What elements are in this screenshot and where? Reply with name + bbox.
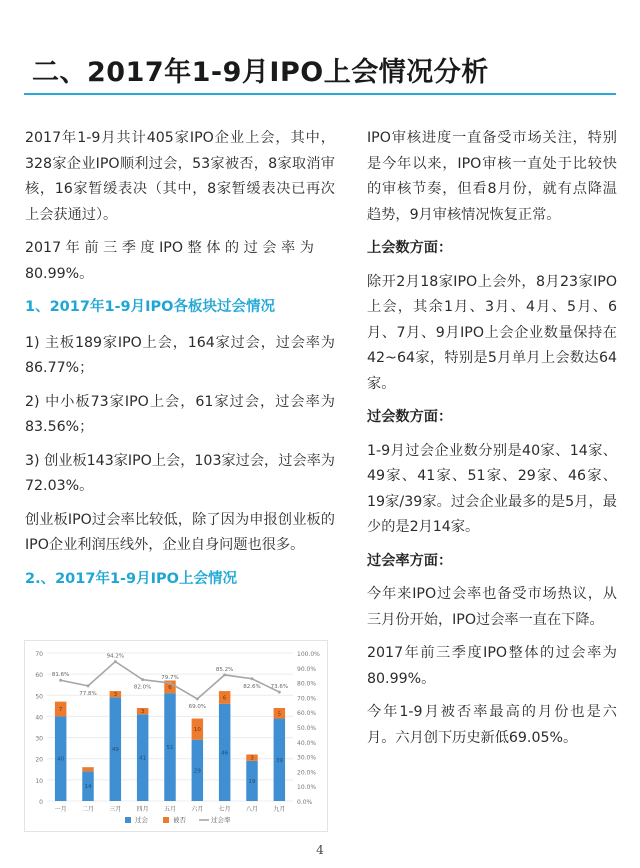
approval-rate-label: 69.0% bbox=[188, 703, 207, 710]
bar-approved-label: 39 bbox=[275, 757, 283, 764]
left-tick-label: 40 bbox=[35, 714, 43, 722]
x-tick-label: 八月 bbox=[245, 806, 259, 813]
title-divider bbox=[24, 93, 616, 95]
x-tick-label: 二月 bbox=[81, 806, 95, 813]
approval-rate-label: 94.2% bbox=[106, 653, 125, 660]
rejection-paragraph: 今年1-9月被否率最高的月份也是六月。六月创下历史新低69.05%。 bbox=[367, 704, 617, 746]
right-tick-label: 30.0% bbox=[297, 754, 317, 762]
x-tick-label: 六月 bbox=[191, 806, 204, 813]
approval-rate-label: 82.6% bbox=[243, 683, 261, 690]
legend-swatch bbox=[163, 817, 169, 823]
heading-approvals: 过会数方面： bbox=[367, 409, 453, 425]
bar-rejected-label: 10 bbox=[193, 727, 201, 734]
bar-approved-label: 51 bbox=[166, 745, 174, 752]
legend-swatch bbox=[125, 817, 131, 823]
left-tick-label: 20 bbox=[35, 756, 43, 764]
page-number: 4 bbox=[316, 843, 324, 857]
x-tick-label: 四月 bbox=[136, 806, 149, 813]
right-tick-label: 0.0% bbox=[297, 799, 313, 806]
page-title: 二、2017年1-9月IPO上会情况分析 bbox=[32, 57, 489, 88]
bar-approved-label: 29 bbox=[193, 768, 201, 775]
bar-approved-label: 46 bbox=[221, 750, 229, 757]
left-tick-label: 50 bbox=[35, 693, 43, 701]
right-tick-label: 60.0% bbox=[297, 710, 317, 718]
gem-analysis-paragraph: 创业板IPO过会率比较低，除了因为申报创业板的IPO企业利润压线外，企业自身问题也很多。 bbox=[25, 511, 335, 553]
approval-rate-label: 79.7% bbox=[161, 675, 179, 682]
approval-rate-point bbox=[141, 678, 144, 681]
right-tick-label: 10.0% bbox=[297, 784, 317, 792]
left-tick-label: 0 bbox=[39, 799, 43, 806]
review-progress-paragraph: IPO审核进度一直备受市场关注，特别是今年以来，IPO审核一直处于比较快的审核节奏，但看8月份，就有点降温趋势，9月审核情况恢复正常。 bbox=[367, 130, 617, 223]
legend-label: 被否 bbox=[173, 816, 186, 824]
bar-rejected-label: 6 bbox=[222, 695, 227, 702]
right-tick-label: 70.0% bbox=[297, 695, 317, 703]
bar-approved-label: 14 bbox=[84, 784, 92, 791]
bar-rejected-label: 5 bbox=[277, 711, 282, 718]
bar-rejected-label: 3 bbox=[250, 755, 254, 762]
intro-paragraph: 2017年1-9月共计405家IPO企业上会，其中，328家企业IPO顺利过会，53家被否，8家取消审核，16家暂缓表决（其中，8家暂缓表决已再次上会获通过）。 bbox=[25, 130, 335, 223]
meetings-paragraph: 除开2月18家IPO上会外，8月23家IPO上会，其余1月、3月、4月、5月、6月、7月、9月IPO上会企业数量保持在42~64家，特别是5月单月上会数达64家。 bbox=[367, 273, 617, 392]
chart-svg bbox=[25, 641, 327, 831]
left-tick-label: 30 bbox=[35, 735, 43, 743]
list-item-sme-board: 2) 中小板73家IPO上会，61家过会，过会率为83.56%； bbox=[25, 393, 335, 435]
bar-rejected-label: 3 bbox=[140, 709, 145, 716]
section-heading-board: 1、2017年1-9月IPO各板块过会情况 bbox=[25, 299, 275, 315]
right-tick-label: 20.0% bbox=[297, 769, 317, 777]
legend-label: 过会 bbox=[135, 816, 148, 824]
right-tick-label: 80.0% bbox=[297, 680, 317, 688]
left-column bbox=[25, 126, 335, 602]
left-tick-label: 60 bbox=[35, 672, 43, 680]
approval-rate-paragraph: 今年来IPO过会率也备受市场热议，从三月份开始，IPO过会率一直在下降。 bbox=[367, 586, 617, 628]
heading-meetings: 上会数方面： bbox=[367, 240, 453, 256]
approval-rate-point bbox=[59, 679, 62, 682]
bar-approved-label: 19 bbox=[248, 778, 256, 785]
approval-rate-point bbox=[87, 684, 90, 687]
bar-rejected bbox=[82, 767, 93, 771]
approval-rate-label: 73.6% bbox=[270, 684, 289, 691]
bar-rejected-label: 6 bbox=[168, 684, 172, 691]
approval-rate-label: 77.8% bbox=[79, 690, 97, 697]
list-item-gem-board: 3) 创业板143家IPO上会，103家过会，过会率为72.03%。 bbox=[25, 452, 335, 494]
x-tick-label: 九月 bbox=[273, 806, 286, 813]
approval-rate-label: 85.2% bbox=[215, 666, 234, 673]
approval-rate-label: 81.6% bbox=[51, 672, 70, 679]
x-tick-label: 三月 bbox=[109, 806, 122, 813]
heading-approval-rate: 过会率方面： bbox=[367, 552, 453, 569]
list-item-main-board: 1) 主板189家IPO上会，164家过会，过会率为86.77%； bbox=[25, 334, 335, 376]
section-heading-monthly: 2.、2017年1-9月IPO上会情况 bbox=[25, 570, 237, 587]
left-tick-label: 10 bbox=[35, 777, 43, 785]
bar-approved-label: 40 bbox=[57, 756, 65, 763]
x-tick-label: 一月 bbox=[54, 806, 67, 813]
right-tick-label: 90.0% bbox=[297, 665, 317, 673]
legend-label: 过会率 bbox=[211, 816, 231, 824]
approvals-paragraph: 1-9月过会企业数分别是40家、14家、49家、41家、51家、29家、46家、19家/39家。过会企业最多的是5月，最少的是2月14家。 bbox=[367, 442, 617, 535]
right-tick-label: 40.0% bbox=[297, 739, 317, 747]
bar-approved-label: 41 bbox=[139, 755, 147, 762]
overall-rate-paragraph: 2017 年 前 三 季 度 IPO 整 体 的 过 会 率 为 80.99%。 bbox=[25, 240, 314, 282]
approval-rate-point bbox=[278, 691, 281, 694]
x-tick-label: 七月 bbox=[218, 806, 231, 813]
left-tick-label: 70 bbox=[35, 651, 43, 658]
bar-approved-label: 49 bbox=[111, 747, 119, 754]
approval-rate-point bbox=[251, 677, 254, 680]
right-column bbox=[367, 126, 617, 759]
approval-rate-point bbox=[223, 673, 226, 676]
right-tick-label: 50.0% bbox=[297, 725, 317, 732]
overall-rate-paragraph-right: 2017年前三季度IPO整体的过会率为80.99%。 bbox=[367, 645, 617, 687]
x-tick-label: 五月 bbox=[163, 806, 177, 813]
ipo-monthly-chart bbox=[24, 640, 328, 832]
bar-rejected-label: 3 bbox=[113, 692, 118, 699]
approval-rate-point bbox=[196, 697, 199, 700]
approval-rate-label: 82.0% bbox=[133, 684, 152, 691]
approval-rate-point bbox=[169, 682, 172, 685]
right-tick-label: 100.0% bbox=[297, 651, 320, 658]
approval-rate-point bbox=[114, 660, 117, 663]
bar-rejected-label: 7 bbox=[58, 707, 63, 714]
